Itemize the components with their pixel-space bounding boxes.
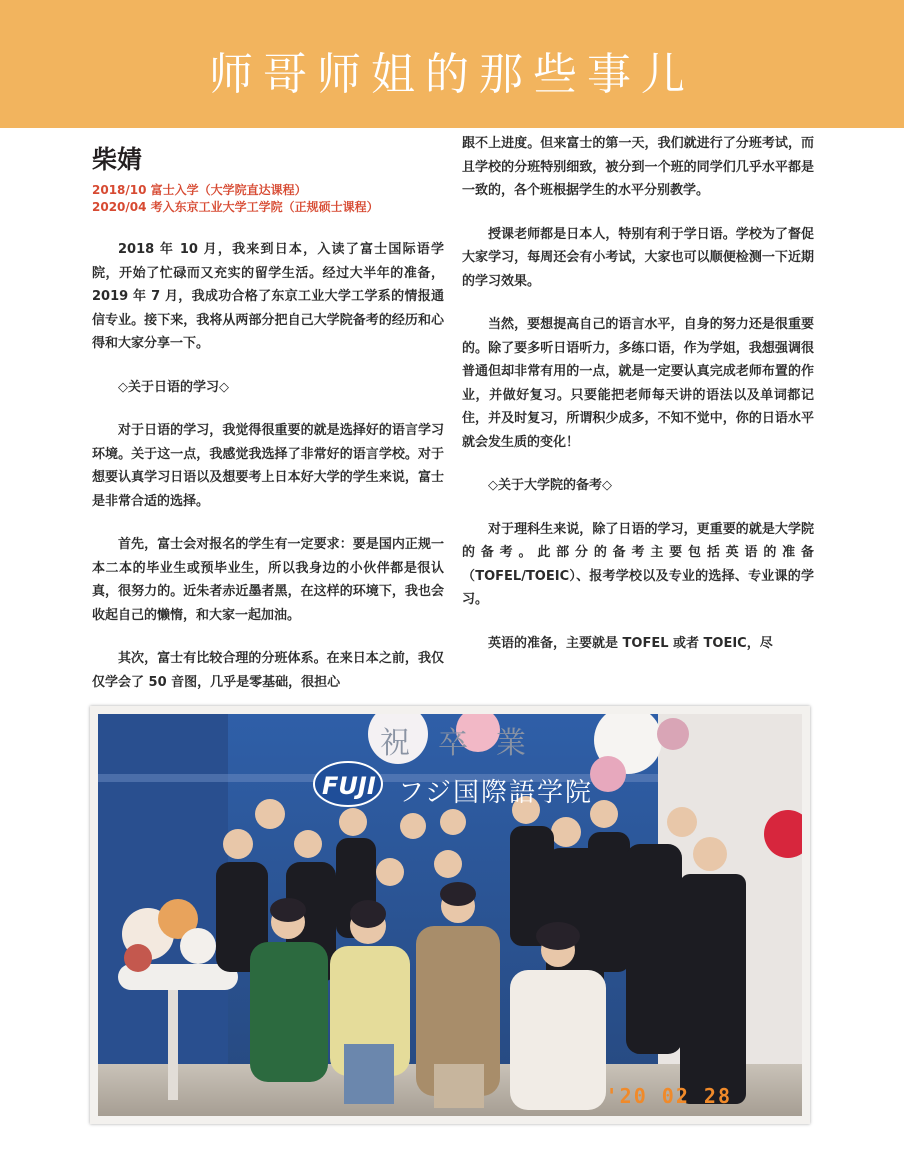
graduation-sign: 祝卒業 xyxy=(380,726,554,761)
graduation-photo-frame xyxy=(90,706,810,1124)
section-heading: ◇关于日语的学习◇ xyxy=(118,379,229,395)
school-logo: FUJI xyxy=(322,772,376,800)
paragraph: 首先，富士会对报名的学生有一定要求：要是国内正规一本二本的毕业生或预毕业生，所以我身边的小伙伴都是很认真，很努力的。近朱者赤近墨者黑，在这样的环境下，我也会收起自己的懒惰，和大家一起加油。 xyxy=(92,537,444,623)
paragraph: 跟不上进度。但来富士的第一天，我们就进行了分班考试，而且学校的分班特别细致，被分到一个班的同学们几乎水平都是一致的，各个班根据学生的水平分别教学。 xyxy=(462,136,814,198)
paragraph: 授课老师都是日本人，特别有利于学日语。学校为了督促大家学习，每周还会有小考试，大家也可以顺便检测一下近期的学习效果。 xyxy=(462,226,814,289)
timeline xyxy=(92,182,444,216)
left-column xyxy=(92,128,444,694)
graduation-photo xyxy=(98,714,802,1116)
paragraph: 其次，富士有比较合理的分班体系。在来日本之前，我仅仅学会了 50 音图，几乎是零基础，很担心 xyxy=(92,651,444,690)
page-title: 师哥师姐的那些事儿 xyxy=(209,49,695,100)
header-banner xyxy=(0,0,904,128)
section-heading: ◇关于大学院的备考◇ xyxy=(488,478,612,493)
school-name-sign: フジ国際語学院 xyxy=(398,778,593,808)
paragraph: 英语的准备，主要就是 TOFEL 或者 TOEIC，尽 xyxy=(488,635,773,651)
paragraph: 2018 年 10 月，我来到日本，入读了富士国际语学院，开始了忙碌而又充实的留学生活。经过大半年的准备，2019 年 7 月，我成功合格了东京工业大学工学系的情报通信专业。接下来，我将从两部分把自己大学院备考的经历和心得和大家分享一下。 xyxy=(92,242,444,351)
timeline-entry: 2018/10 富士入学（大学院直达课程） xyxy=(92,183,307,197)
paragraph: 对于日语的学习，我觉得很重要的就是选择好的语言学习环境。关于这一点，我感觉我选择了非常好的语言学校。对于想要认真学习日语以及想要考上日本好大学的学生来说，富士是非常合适的选择。 xyxy=(92,423,444,509)
paragraph: 对于理科生来说，除了日语的学习，更重要的就是大学院的备考。此部分的备考主要包括英语的准备（TOFEL/TOEIC）、报考学校以及专业的选择、专业课的学习。 xyxy=(462,521,814,607)
student-name: 柴婧 xyxy=(92,145,143,174)
paragraph: 当然，要想提高自己的语言水平，自身的努力还是很重要的。除了要多听日语听力，多练口语，作为学姐，我想强调很普通但却非常有用的一点，就是一定要认真完成老师布置的作业，并做好复习。只要能把老师每天讲的语法以及单词都记住，并及时复习，所谓积少成多，不知不觉中，你的日语水平就会发生质的变化！ xyxy=(462,317,814,450)
timeline-entry: 2020/04 考入东京工业大学工学院（正规硕士课程） xyxy=(92,200,379,214)
date-stamp: '20 02 28 xyxy=(605,1084,732,1108)
right-column xyxy=(462,132,814,655)
